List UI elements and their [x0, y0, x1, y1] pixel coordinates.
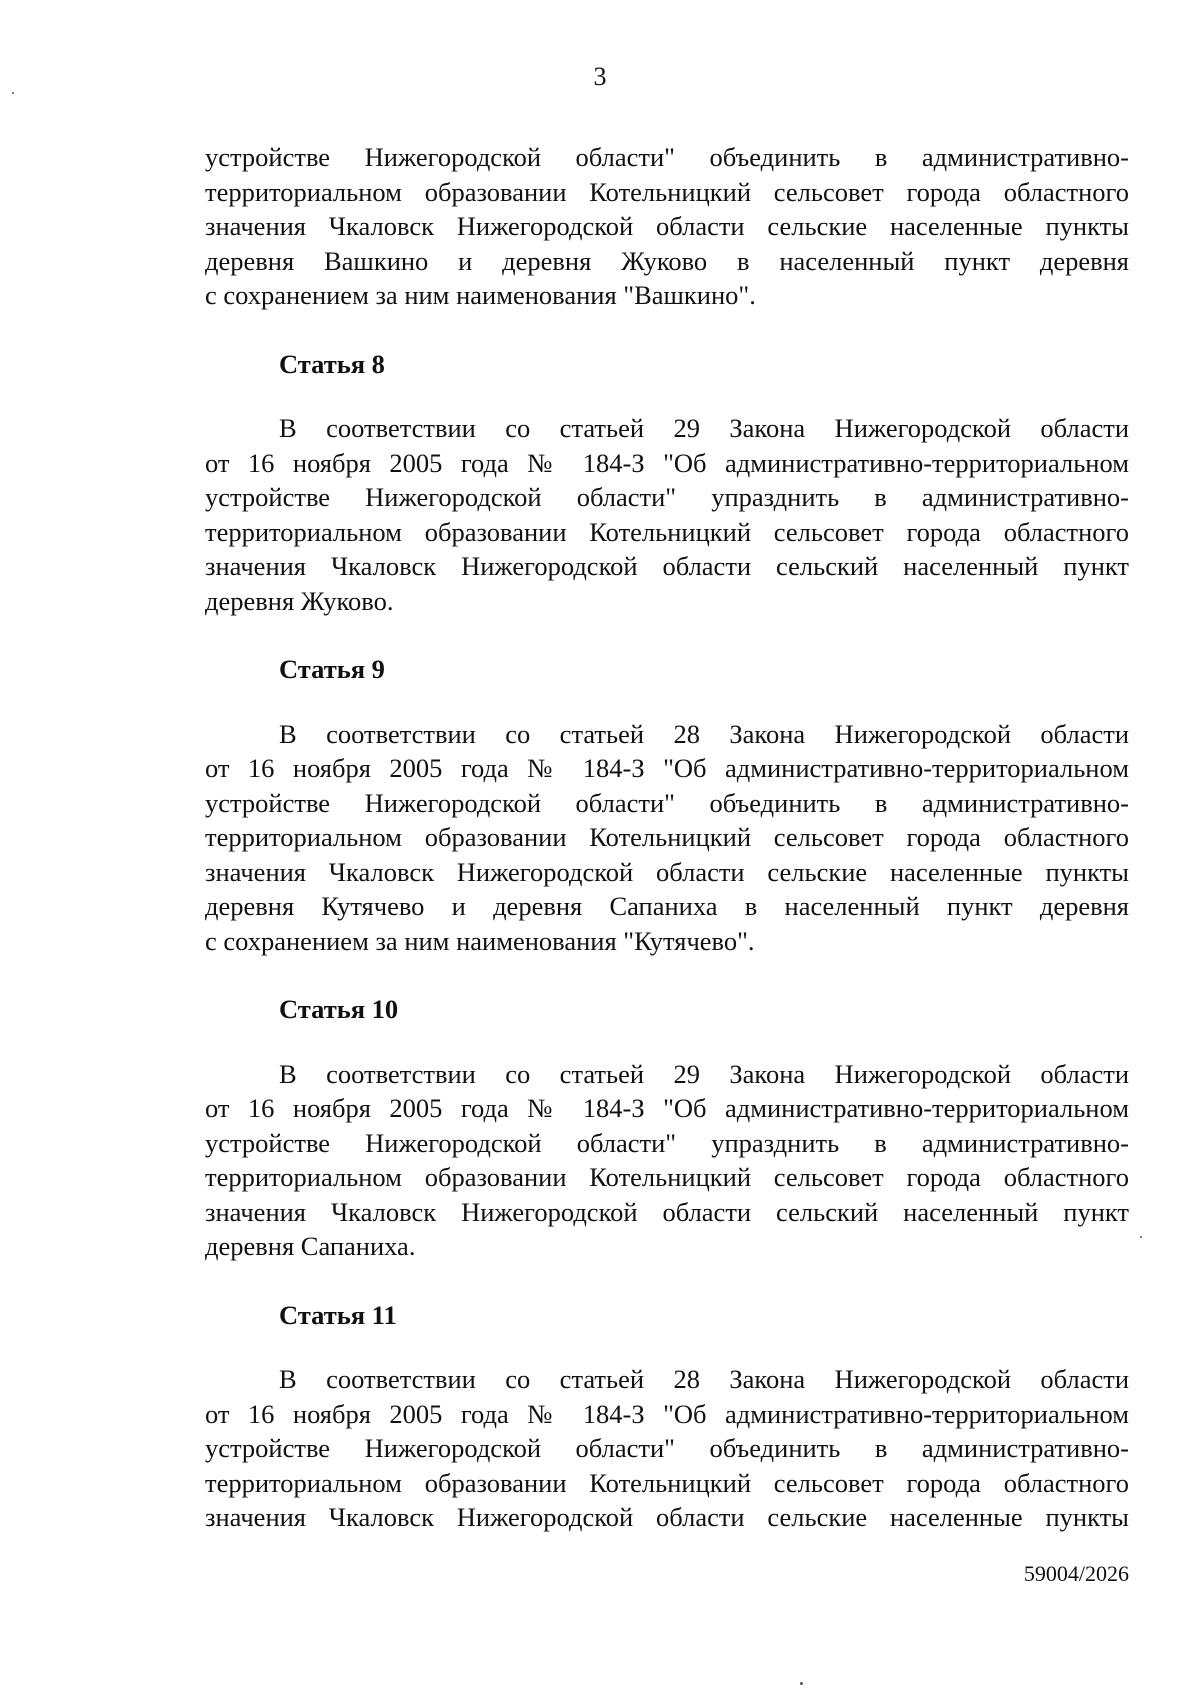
page-number: 3: [593, 62, 607, 91]
text-line: устройстве Нижегородской области" объединить в административно-: [205, 1433, 1129, 1463]
scan-speck: [12, 92, 14, 94]
text-line: устройстве Нижегородской области" объединить в административно-: [205, 787, 1129, 818]
text-line: территориальном образовании Котельницкий сельсовет города областного: [205, 1467, 1129, 1498]
text-line: значения Чкаловск Нижегородской области сельский населенный пункт: [205, 551, 1129, 581]
article-heading: Статья 8: [279, 348, 385, 379]
article-paragraph: [205, 1362, 1129, 1535]
article-heading: Статья 11: [279, 1299, 397, 1330]
document-number: 59004/2026: [1023, 1561, 1129, 1586]
text-line: устройстве Нижегородской области" упразднить в административно-: [205, 1127, 1129, 1158]
text-line: значения Чкаловск Нижегородской области сельские населенные пункты: [205, 856, 1129, 887]
text-line: значения Чкаловск Нижегородской области сельские населенные пункты: [205, 211, 1129, 241]
document-body: [205, 140, 1129, 1535]
article-heading: Статья 9: [279, 654, 385, 684]
article-paragraph: [205, 1057, 1129, 1264]
text-line: В соответствии со статьей 29 Закона Нижегородской области: [279, 1058, 1129, 1089]
scan-speck: [800, 1682, 803, 1685]
text-line: деревня Жуково.: [205, 585, 394, 616]
text-line: В соответствии со статьей 28 Закона Нижегородской области: [279, 1364, 1129, 1394]
text-line: устройстве Нижегородской области" объединить в административно-: [205, 142, 1129, 172]
scan-speck: [1140, 1236, 1142, 1238]
text-line: от 16 ноября 2005 года № 184-З "Об административно-территориальном: [205, 1093, 1129, 1123]
text-line: деревня Сапаниха.: [205, 1231, 416, 1261]
text-line: территориальном образовании Котельницкий сельсовет города областного: [205, 516, 1129, 547]
article-heading: Статья 10: [279, 994, 399, 1024]
text-line: территориальном образовании Котельницкий сельсовет города областного: [205, 1162, 1129, 1192]
text-line: с сохранением за ним наименования "Вашкино".: [205, 280, 756, 310]
text-line: В соответствии со статьей 28 Закона Нижегородской области: [279, 718, 1129, 749]
text-line: территориальном образовании Котельницкий сельсовет города областного: [205, 822, 1129, 852]
article-paragraph: [205, 411, 1129, 618]
article-paragraph: [205, 140, 1129, 313]
text-line: территориальном образовании Котельницкий сельсовет города областного: [205, 176, 1129, 207]
text-line: В соответствии со статьей 29 Закона Нижегородской области: [279, 413, 1129, 443]
text-line: значения Чкаловск Нижегородской области сельские населенные пункты: [205, 1502, 1129, 1532]
text-line: от 16 ноября 2005 года № 184-З "Об административно-территориальном: [205, 447, 1129, 478]
text-line: значения Чкаловск Нижегородской области сельский населенный пункт: [205, 1196, 1129, 1227]
text-line: деревня Вашкино и деревня Жуково в населенный пункт деревня: [205, 245, 1129, 276]
text-line: деревня Кутячево и деревня Сапаниха в населенный пункт деревня: [205, 891, 1129, 921]
article-paragraph: [205, 717, 1129, 959]
text-line: с сохранением за ним наименования "Кутячево".: [205, 925, 755, 956]
text-line: устройстве Нижегородской области" упразднить в административно-: [205, 482, 1129, 512]
text-line: от 16 ноября 2005 года № 184-З "Об административно-территориальном: [205, 1398, 1129, 1429]
text-line: от 16 ноября 2005 года № 184-З "Об административно-территориальном: [205, 753, 1129, 783]
